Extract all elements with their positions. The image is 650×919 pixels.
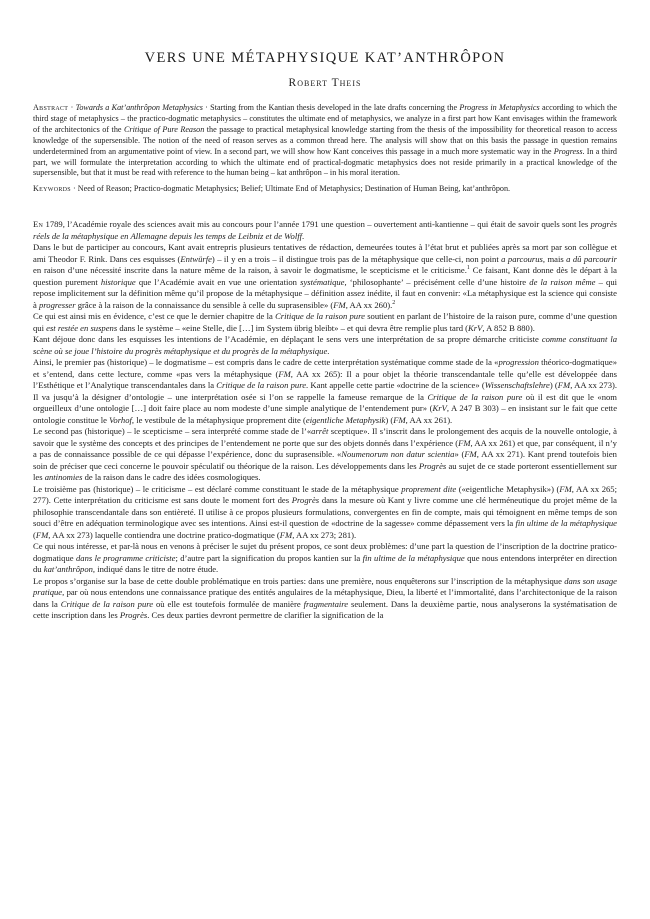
paragraph-5: Ainsi, le premier pas (historique) – le dogmatisme – est compris dans le cadre de cette interprétation systématique comme stade de la «progression théorico-dogmatique» et s’entend, dans cette lecture, comme «pas vers la métaphysique (FM, AA xx 265): Il a pour objet la théorie transcendantale telle qu’elle est développée dans l’Esthétique et l’Analytique transcendantales dans la Critique de la raison pure. Kant appelle cette partie «doctrine de la science» (Wissenschaftslehre) (FM, AA xx 273). Il va jusqu’à la désigner d’ontologie – une interprétation osée si l’on se rappelle la fameuse remarque de la Critique de la raison pure où il est dit que le «nom orgueilleux d’une ontologie […] doit faire place au nom modeste d’une simple analytique de l’entendement pur» (KrV, A 247 B 303) – en insistant sur le fait que cette ontologie constitue le Vorhof, le vestibule de la métaphysique proprement dite (eigentliche Metaphysik) (FM, AA xx 261). bbox=[33, 357, 618, 425]
article-title: VERS UNE MÉTAPHYSIQUE KAT’ANTHRÔPON bbox=[144, 50, 506, 66]
footnote-ref-2[interactable]: 2 bbox=[392, 299, 396, 306]
article-body bbox=[33, 219, 617, 622]
abstract-label: Abstract bbox=[33, 103, 69, 112]
article-author: Robert Theis bbox=[288, 77, 362, 89]
paragraph-2: Dans le but de participer au concours, Kant avait entrepris plusieurs tentatives de rédaction, demeurées toutes à l’état brut et publiées après sa mort par son collègue et ami Theodor F. Rink. Dans ces esquisses (Entwürfe) – il y en a trois – il distingue trois pas de la métaphysique que celle-ci, non point a parcourus, mais a dû parcourir en raison d’une nécessité inscrite dans la nature même de la raison, à savoir le dogmatisme, le scepticisme et le criticisme.$^1$ Ce faisant, Kant donne dès le départ à la question purement historique que l’Académie avait en vue une orientation systématique, ‘philosophante’ – précisément celle d’une histoire de la raison même – qui repose implicitement sur la définition même qu’il propose de la métaphysique – définition assez inédite, il faut en convenir: «La métaphysique est la science qui consiste à progresser grâce à la raison de la connaissance du sensible à celle du suprasensible» (FM, AA xx 260).$^2$ bbox=[33, 242, 618, 310]
abstract-title: Towards a Kat’anthrôpon Metaphysics bbox=[75, 103, 203, 112]
footnote-ref-1[interactable]: 1 bbox=[466, 265, 470, 272]
paragraph-8: Ce qui nous intéresse, et par-là nous en venons à préciser le sujet du présent propos, ce sont deux problèmes: d’une part la question de l’inscription de la doctrine pratico-dogmatique dans le programme criticiste; d’autre part la signification du propos kantien sur la fin ultime de la métaphysique que nous entendons interpréter en direction du kat’anthrôpon, indiqué dans le titre de notre étude. bbox=[33, 541, 617, 575]
paragraph-6: Le second pas (historique) – le scepticisme – sera interprété comme stade de l’«arrêt sceptique». Il s’inscrit dans le prolongement des acquis de la nouvelle ontologie, à savoir que le système des concepts et des principes de l’entendement ne porte que sur des objets donnés dans l’expérience (FM, AA xx 261) et que, par conséquent, il n’y a pas de connaissance possible de ce qui dépasse l’expérience, donc du suprasensible. «Noumenorum non datur scientia» (FM, AA xx 271). Kant prend toutefois bien soin de préciser que ceci concerne le pouvoir spéculatif ou théorique de la raison. Les développements dans les Progrès au sujet de ce stade porteront essentiellement sur les antinomies de la raison dans le cadre des idées cosmologiques. bbox=[33, 426, 617, 483]
paragraph-1: En 1789, l’Académie royale des sciences avait mis au concours pour l’année 1791 une question – ouvertement anti-kantienne – qui était de savoir quels sont les progrès réels de la métaphysique en Allemagne depuis les temps de Leibniz et de Wolff. bbox=[33, 219, 617, 241]
keywords-text: Need of Reason; Practico-dogmatic Metaphysics; Belief; Ultimate End of Metaphysics; Destination of Human Being, kat’anthrôpon. bbox=[77, 184, 511, 194]
section-gap bbox=[33, 195, 617, 219]
keywords-label: Keywords bbox=[33, 184, 71, 194]
paragraph-3: Ce qui est ainsi mis en évidence, c’est ce que le dernier chapitre de la Critique de la raison pure soutient en parlant de l’histoire de la raison pure, comme d’une question qui est restée en suspens dans le système – «eine Stelle, die […] im System übrig bleibt» – et qui devra être remplie plus tard (KrV, A 852 B 880). bbox=[33, 311, 617, 333]
paragraph-4: Kant déjoue donc dans les esquisses les intentions de l’Académie, en déplaçant le sens vers une interprétation de sa propre démarche criticiste comme constituant la scène où se joue l’histoire du progrès métaphysique et du progrès de la métaphysique. bbox=[33, 334, 617, 356]
paragraph-7: Le troisième pas (historique) – le criticisme – est déclaré comme constituant le stade de la métaphysique proprement dite («eigentliche Metaphysik») (FM, AA xx 265; 277). Cette interprétation du criticisme est sans doute le moment fort des Progrès dans la mesure où Kant y livre comme une clé herméneutique du projet même de la philosophie transcendantale dans son entièreté. Il utilise à ce propos plusieurs formulations, convergentes en fin de compte, mais qui témoignent en même temps de son souci d’être en adéquation terminologique avec ses intentions. Ainsi est-il question de «doctrine de la sagesse» comme dépassement vers la fin ultime de la métaphysique (FM, AA xx 273) laquelle contiendra une doctrine pratico-dogmatique (FM, AA xx 273; 281). bbox=[33, 483, 617, 540]
abstract: Abstract · Towards a Kat’anthrôpon Metaphysics · Starting from the Kantian thesis developed in the late drafts concerning the Progress in Metaphysics according to which the third stage of metaphysics – the practico-dogmatic metaphysics – constitutes the ultimate end of metaphysics, we analyze in a first part how Kant envisages within the framework of the architectonics of the Critique of Pure Reason the passage to practical metaphysical knowledge starting from the thesis of the impossibility for theoretical reason to access knowledge of the supersensible. The notion of the need of reason serves as a common thread here. The analysis will show that on this basis the passage in question remains underdetermined from an argumentative point of view. In a second part, we will show how Kant conceives this passage in a much more systematic way in the Progress. In a third part, we will formulate the interpretation according to which the ultimate end of practical-dogmatic metaphysics does not reside primarily in a practical knowledge of the supersensible, but that it must be read with reference to the human being – kat anthrôpon – in his moral iteration. bbox=[33, 103, 617, 178]
keywords: Keywords · Need of Reason; Practico-dogmatic Metaphysics; Belief; Ultimate End of Metaphysics; Destination of Human Being, kat’anthrôpon. bbox=[33, 184, 511, 194]
paragraph-9: Le propos s’organise sur la base de cette double problématique en trois parties: dans une première, nous enquêterons sur l’inscription de la métaphysique dans son usage pratique, par où nous entendons une connaissance pratique des entités angulaires de la métaphysique, Dieu, la liberté et l’immortalité, dans l’architectonique de la raison dans la Critique de la raison pure où elle est toutefois formulée de manière fragmentaire seulement. Dans la deuxième partie, nous analyserons la systématisation de cette inscription dans les Progrès. Ces deux parties devront permettre de clarifier la signification de la bbox=[33, 575, 618, 621]
